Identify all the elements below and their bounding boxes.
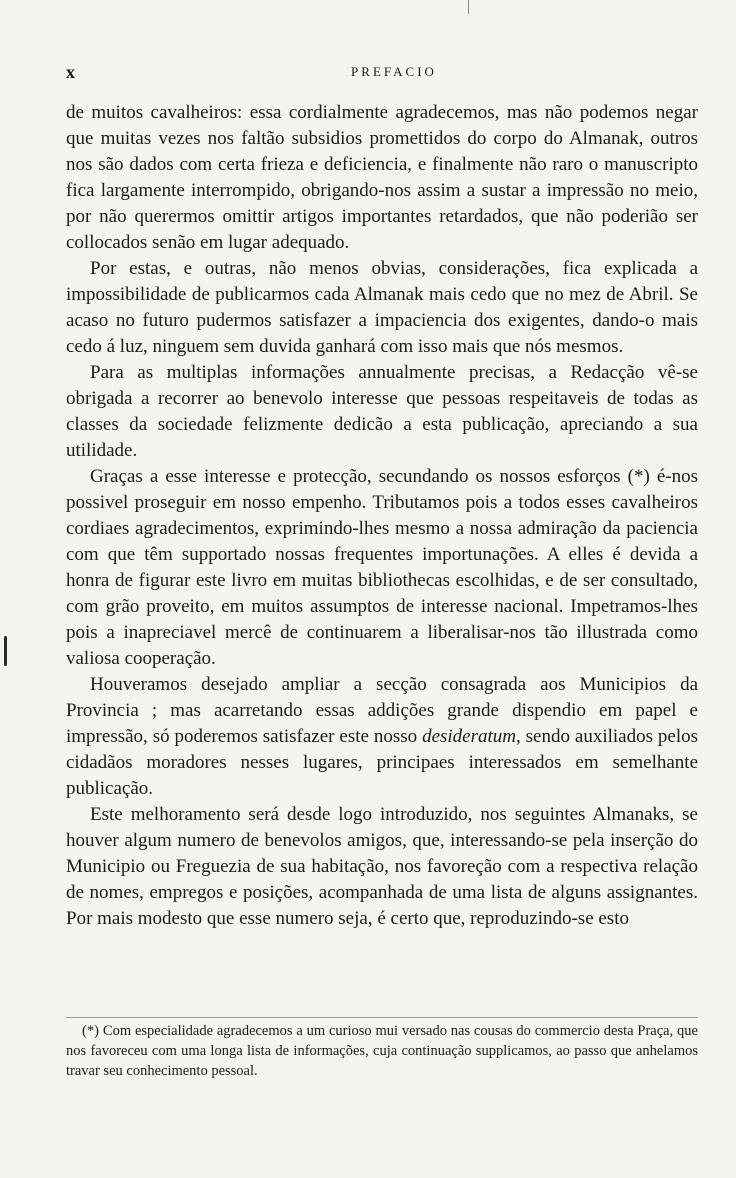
paragraph-5 xyxy=(66,672,698,802)
page-number: x xyxy=(66,62,76,82)
footnote-rule xyxy=(66,1017,698,1018)
page-header xyxy=(66,62,698,86)
body-text xyxy=(66,100,698,932)
emphasis-desideratum: desideratum, xyxy=(422,726,521,747)
paragraph-5-text-a: Houveramos desejado ampliar a secção consagrada aos Municipios da Provincia ; mas acarretando essas addições grande dispendio em papel e impressão, só poderemos satisfazer este nosso xyxy=(66,674,698,747)
footnote-text: Com especialidade agradecemos a um curioso mui versado nas cousas do commercio desta Praça, que nos favoreceu com uma longa lista de informações, cuja continuação supplicamos, ao passo que anhelamos travar seu conhecimento pessoal. xyxy=(66,1023,698,1079)
paragraph-4: Graças a esse interesse e protecção, secundando os nossos esforços (*) é-nos possivel proseguir em nosso empenho. Tributamos pois a todos esses cavalheiros cordiaes agradecimentos, exprimindo-lhes mesmo a nossa admiração da paciencia com que têm supportado nossas frequentes importunações. A elles é devida a honra de figurar este livro em muitas bibliothecas escolhidas, e de ser consultado, com grão proveito, em muitos assumptos de interesse nacional. Impetramos-lhes pois a inapreciavel mercê de continuarem a liberalisar-nos tão illustrada como valiosa cooperação. xyxy=(66,466,698,669)
paragraph-1: de muitos cavalheiros: essa cordialmente agradecemos, mas não podemos negar que muitas vezes nos faltão subsidios promettidos do corpo do Almanak, outros nos são dados com certa frieza e deficiencia, e finalmente não raro o manuscripto fica largamente interrompido, obrigando-nos assim a sustar a impressão no meio, por não querermos omittir artigos importantes retardados, que não poderião ser collocados senão em lugar adequado. xyxy=(66,102,698,253)
paragraph-6: Este melhoramento será desde logo introduzido, nos seguintes Almanaks, se houver algum numero de benevolos amigos, que, interessando-se pela inserção do Municipio ou Freguezia de sua habitação, nos favoreção com a respectiva relação de nomes, empregos e posições, acompanhada de uma lista de alguns assignantes. Por mais modesto que esse numero seja, é certo que, reproduzindo-se esto xyxy=(66,804,698,929)
footnote-mark: (*) xyxy=(82,1023,99,1039)
scan-artifact xyxy=(468,0,469,14)
paragraph-2: Por estas, e outras, não menos obvias, considerações, fica explicada a impossibilidade de publicarmos cada Almanak mais cedo que no mez de Abril. Se acaso no futuro pudermos satisfazer a impaciencia dos exigentes, dando-o mais cedo á luz, ninguem sem duvida ganhará com isso mais que nós mesmos. xyxy=(66,258,698,357)
paragraph-5-text-b: sendo auxiliados pelos cidadãos moradores nesses lugares, principaes interessados em semelhante publicação. xyxy=(66,726,699,799)
paragraph-3: Para as multiplas informações annualmente precisas, a Redacção vê-se obrigada a recorrer ao benevolo interesse que pessoas respeitaveis de todas as classes da sociedade felizmente dedicão a esta publicação, apreciando a sua utilidade. xyxy=(66,362,698,461)
running-title: PREFACIO xyxy=(351,64,437,79)
footnote xyxy=(66,1021,698,1081)
margin-ink-mark xyxy=(4,636,7,666)
